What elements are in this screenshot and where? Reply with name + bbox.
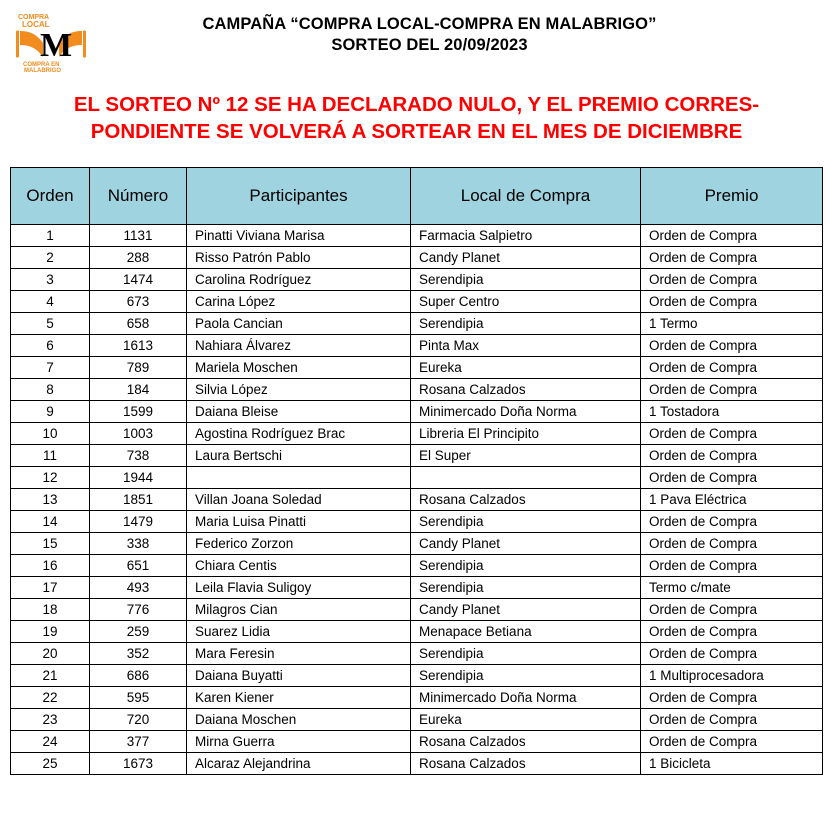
- cell-participante: Alcaraz Alejandrina: [187, 753, 411, 775]
- cell-numero: 352: [90, 643, 187, 665]
- table-row: [11, 379, 823, 401]
- cell-local: Farmacia Salpietro: [411, 225, 641, 247]
- table-head: [11, 168, 823, 225]
- cell-participante: Suarez Lidia: [187, 621, 411, 643]
- cell-participante: [187, 467, 411, 489]
- cell-local: Serendipia: [411, 313, 641, 335]
- cell-participante: Mara Feresin: [187, 643, 411, 665]
- cell-numero: 1474: [90, 269, 187, 291]
- cell-numero: 686: [90, 665, 187, 687]
- cell-premio: Orden de Compra: [641, 335, 823, 357]
- svg-text:LOCAL: LOCAL: [22, 20, 50, 29]
- cell-participante: Federico Zorzon: [187, 533, 411, 555]
- table-row: [11, 599, 823, 621]
- column-header-orden: Orden: [11, 168, 90, 225]
- table-row: [11, 335, 823, 357]
- cell-orden: 14: [11, 511, 90, 533]
- title-block: [96, 8, 833, 55]
- cell-participante: Carina López: [187, 291, 411, 313]
- svg-text:COMPRA: COMPRA: [18, 14, 50, 21]
- table-row: [11, 665, 823, 687]
- cell-local: Eureka: [411, 709, 641, 731]
- cell-premio: Orden de Compra: [641, 423, 823, 445]
- cell-local: Serendipia: [411, 665, 641, 687]
- cell-numero: 776: [90, 599, 187, 621]
- cell-local: Eureka: [411, 357, 641, 379]
- svg-text:M: M: [40, 27, 73, 64]
- cell-orden: 13: [11, 489, 90, 511]
- cell-premio: Orden de Compra: [641, 467, 823, 489]
- cell-participante: Silvia López: [187, 379, 411, 401]
- table-row: [11, 489, 823, 511]
- table-row: [11, 687, 823, 709]
- cell-local: Minimercado Doña Norma: [411, 687, 641, 709]
- cell-numero: 1599: [90, 401, 187, 423]
- cell-numero: 651: [90, 555, 187, 577]
- cell-participante: Laura Bertschi: [187, 445, 411, 467]
- cell-participante: Mariela Moschen: [187, 357, 411, 379]
- cell-numero: 658: [90, 313, 187, 335]
- cell-premio: Orden de Compra: [641, 533, 823, 555]
- column-header-participantes: Participantes: [187, 168, 411, 225]
- cell-orden: 19: [11, 621, 90, 643]
- table-row: [11, 555, 823, 577]
- table-row: [11, 445, 823, 467]
- cell-numero: 259: [90, 621, 187, 643]
- table-body: [11, 225, 823, 775]
- void-notice-line-1: EL SORTEO Nº 12 SE HA DECLARADO NULO, Y EL PREMIO CORRES-: [73, 93, 760, 116]
- table-row: [11, 621, 823, 643]
- cell-orden: 1: [11, 225, 90, 247]
- cell-participante: Milagros Cian: [187, 599, 411, 621]
- cell-orden: 20: [11, 643, 90, 665]
- page-title-line-1: CAMPAÑA “COMPRA LOCAL-COMPRA EN MALABRIGO”: [202, 15, 657, 33]
- cell-local: Rosana Calzados: [411, 379, 641, 401]
- table-row: [11, 643, 823, 665]
- cell-premio: Orden de Compra: [641, 225, 823, 247]
- cell-numero: 1613: [90, 335, 187, 357]
- cell-local: [411, 467, 641, 489]
- cell-premio: Orden de Compra: [641, 379, 823, 401]
- cell-premio: 1 Termo: [641, 313, 823, 335]
- cell-orden: 15: [11, 533, 90, 555]
- cell-numero: 720: [90, 709, 187, 731]
- cell-local: Candy Planet: [411, 247, 641, 269]
- table-row: [11, 577, 823, 599]
- void-notice-line-2: PONDIENTE SE VOLVERÁ A SORTEAR EN EL MES DE DICIEMBRE: [90, 119, 743, 143]
- cell-orden: 5: [11, 313, 90, 335]
- cell-premio: Termo c/mate: [641, 577, 823, 599]
- cell-premio: Orden de Compra: [641, 731, 823, 753]
- cell-orden: 21: [11, 665, 90, 687]
- cell-premio: 1 Pava Eléctrica: [641, 489, 823, 511]
- cell-orden: 22: [11, 687, 90, 709]
- cell-numero: 184: [90, 379, 187, 401]
- cell-participante: Karen Kiener: [187, 687, 411, 709]
- cell-local: Serendipia: [411, 643, 641, 665]
- cell-local: Rosana Calzados: [411, 731, 641, 753]
- cell-orden: 6: [11, 335, 90, 357]
- table-row: [11, 709, 823, 731]
- cell-numero: 1944: [90, 467, 187, 489]
- cell-participante: Villan Joana Soledad: [187, 489, 411, 511]
- cell-orden: 12: [11, 467, 90, 489]
- cell-local: Pinta Max: [411, 335, 641, 357]
- cell-participante: Daiana Buyatti: [187, 665, 411, 687]
- cell-local: Menapace Betiana: [411, 621, 641, 643]
- table-row: [11, 401, 823, 423]
- cell-numero: 493: [90, 577, 187, 599]
- cell-numero: 377: [90, 731, 187, 753]
- cell-numero: 1851: [90, 489, 187, 511]
- cell-local: Rosana Calzados: [411, 489, 641, 511]
- cell-participante: Daiana Bleise: [187, 401, 411, 423]
- document-header: [0, 0, 833, 72]
- cell-participante: Nahiara Álvarez: [187, 335, 411, 357]
- cell-participante: Maria Luisa Pinatti: [187, 511, 411, 533]
- table-row: [11, 357, 823, 379]
- cell-participante: Risso Patrón Pablo: [187, 247, 411, 269]
- cell-participante: Pinatti Viviana Marisa: [187, 225, 411, 247]
- cell-premio: Orden de Compra: [641, 643, 823, 665]
- cell-participante: Mirna Guerra: [187, 731, 411, 753]
- cell-numero: 288: [90, 247, 187, 269]
- cell-orden: 2: [11, 247, 90, 269]
- svg-text:MALABRIGO: MALABRIGO: [24, 68, 61, 72]
- void-notice: [0, 92, 833, 145]
- cell-orden: 9: [11, 401, 90, 423]
- table-row: [11, 269, 823, 291]
- cell-orden: 7: [11, 357, 90, 379]
- cell-orden: 8: [11, 379, 90, 401]
- cell-premio: Orden de Compra: [641, 511, 823, 533]
- cell-orden: 24: [11, 731, 90, 753]
- cell-local: Libreria El Principito: [411, 423, 641, 445]
- results-table: [10, 167, 823, 775]
- cell-premio: 1 Bicicleta: [641, 753, 823, 775]
- cell-local: Candy Planet: [411, 599, 641, 621]
- table-row: [11, 533, 823, 555]
- cell-numero: 1003: [90, 423, 187, 445]
- table-row: [11, 291, 823, 313]
- cell-numero: 1479: [90, 511, 187, 533]
- table-row: [11, 731, 823, 753]
- cell-premio: Orden de Compra: [641, 599, 823, 621]
- cell-participante: Leila Flavia Suligoy: [187, 577, 411, 599]
- cell-orden: 18: [11, 599, 90, 621]
- cell-local: Minimercado Doña Norma: [411, 401, 641, 423]
- table-row: [11, 423, 823, 445]
- cell-numero: 738: [90, 445, 187, 467]
- cell-premio: Orden de Compra: [641, 445, 823, 467]
- column-header-premio: Premio: [641, 168, 823, 225]
- cell-premio: 1 Multiprocesadora: [641, 665, 823, 687]
- cell-local: Serendipia: [411, 555, 641, 577]
- cell-premio: Orden de Compra: [641, 291, 823, 313]
- cell-local: Serendipia: [411, 577, 641, 599]
- cell-participante: Agostina Rodríguez Brac: [187, 423, 411, 445]
- table-row: [11, 467, 823, 489]
- cell-participante: Paola Cancian: [187, 313, 411, 335]
- cell-local: El Super: [411, 445, 641, 467]
- cell-orden: 16: [11, 555, 90, 577]
- cell-numero: 673: [90, 291, 187, 313]
- campaign-logo: [10, 10, 96, 72]
- cell-participante: Carolina Rodríguez: [187, 269, 411, 291]
- cell-premio: Orden de Compra: [641, 709, 823, 731]
- cell-participante: Chiara Centis: [187, 555, 411, 577]
- cell-premio: Orden de Compra: [641, 555, 823, 577]
- results-table-wrap: [10, 167, 823, 775]
- page-title-line-2: SORTEO DEL 20/09/2023: [331, 35, 528, 54]
- cell-orden: 11: [11, 445, 90, 467]
- cell-premio: Orden de Compra: [641, 269, 823, 291]
- cell-local: Candy Planet: [411, 533, 641, 555]
- cell-orden: 3: [11, 269, 90, 291]
- cell-premio: Orden de Compra: [641, 247, 823, 269]
- table-row: [11, 753, 823, 775]
- cell-numero: 595: [90, 687, 187, 709]
- svg-text:COMPRA EN: COMPRA EN: [23, 62, 60, 68]
- table-row: [11, 313, 823, 335]
- cell-premio: Orden de Compra: [641, 687, 823, 709]
- cell-numero: 789: [90, 357, 187, 379]
- column-header-local: Local de Compra: [411, 168, 641, 225]
- cell-local: Serendipia: [411, 269, 641, 291]
- cell-local: Super Centro: [411, 291, 641, 313]
- cell-local: Rosana Calzados: [411, 753, 641, 775]
- cell-orden: 23: [11, 709, 90, 731]
- cell-premio: Orden de Compra: [641, 621, 823, 643]
- table-row: [11, 247, 823, 269]
- cell-participante: Daiana Moschen: [187, 709, 411, 731]
- column-header-numero: Número: [90, 168, 187, 225]
- table-row: [11, 511, 823, 533]
- cell-numero: 1131: [90, 225, 187, 247]
- cell-local: Serendipia: [411, 511, 641, 533]
- cell-premio: 1 Tostadora: [641, 401, 823, 423]
- table-row: [11, 225, 823, 247]
- cell-orden: 25: [11, 753, 90, 775]
- cell-premio: Orden de Compra: [641, 357, 823, 379]
- cell-numero: 338: [90, 533, 187, 555]
- cell-numero: 1673: [90, 753, 187, 775]
- table-header-row: [11, 168, 823, 225]
- cell-orden: 17: [11, 577, 90, 599]
- cell-orden: 10: [11, 423, 90, 445]
- logo-graphic: [10, 10, 96, 72]
- cell-orden: 4: [11, 291, 90, 313]
